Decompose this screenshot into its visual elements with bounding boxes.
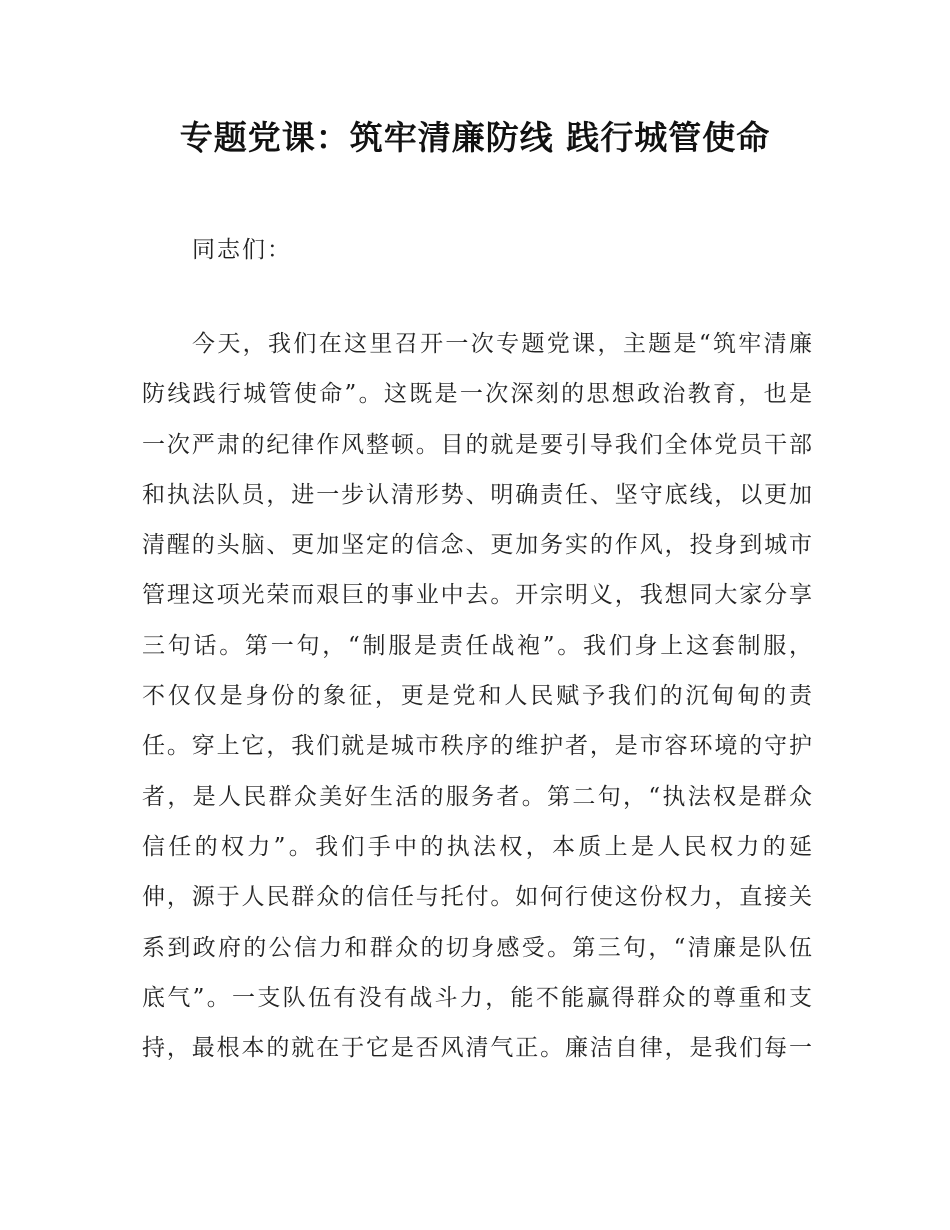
paragraph-line: 信任的权力”。我们手中的执法权，本质上是人民权力的延 bbox=[142, 833, 812, 860]
body-paragraph bbox=[142, 319, 812, 1073]
paragraph-line: 不仅仅是身份的象征，更是党和人民赋予我们的沉甸甸的责 bbox=[142, 683, 812, 710]
paragraph-line: 清醒的头脑、更加坚定的信念、更加务实的作风，投身到城市 bbox=[142, 532, 812, 559]
document-title: 专题党课：筑牢清廉防线 践行城管使命 bbox=[179, 118, 771, 157]
paragraph-line: 一次严肃的纪律作风整顿。目的就是要引导我们全体党员干部 bbox=[142, 431, 812, 458]
paragraph-line: 三句话。第一句，“制服是责任战袍”。我们身上这套制服， bbox=[142, 632, 812, 659]
paragraph-line: 任。穿上它，我们就是城市秩序的维护者，是市容环境的守护 bbox=[142, 733, 812, 760]
paragraph-line: 今天，我们在这里召开一次专题党课，主题是“筑牢清廉 bbox=[192, 331, 812, 357]
paragraph-line: 和执法队员，进一步认清形势、明确责任、坚守底线，以更加 bbox=[142, 481, 812, 508]
paragraph-line: 防线践行城管使命”。这既是一次深刻的思想政治教育，也是 bbox=[142, 381, 812, 408]
paragraph-line: 者，是人民群众美好生活的服务者。第二句，“执法权是群众 bbox=[142, 783, 812, 810]
salutation: 同志们： bbox=[192, 237, 292, 263]
paragraph-line: 伸，源于人民群众的信任与托付。如何行使这份权力，直接关 bbox=[142, 884, 812, 911]
paragraph-line: 管理这项光荣而艰巨的事业中去。开宗明义，我想同大家分享 bbox=[142, 582, 812, 609]
paragraph-line: 底气”。一支队伍有没有战斗力，能不能赢得群众的尊重和支 bbox=[142, 984, 812, 1011]
paragraph-line: 持，最根本的就在于它是否风清气正。廉洁自律，是我们每一 bbox=[142, 1035, 812, 1062]
paragraph-line: 系到政府的公信力和群众的切身感受。第三句，“清廉是队伍 bbox=[142, 934, 812, 961]
